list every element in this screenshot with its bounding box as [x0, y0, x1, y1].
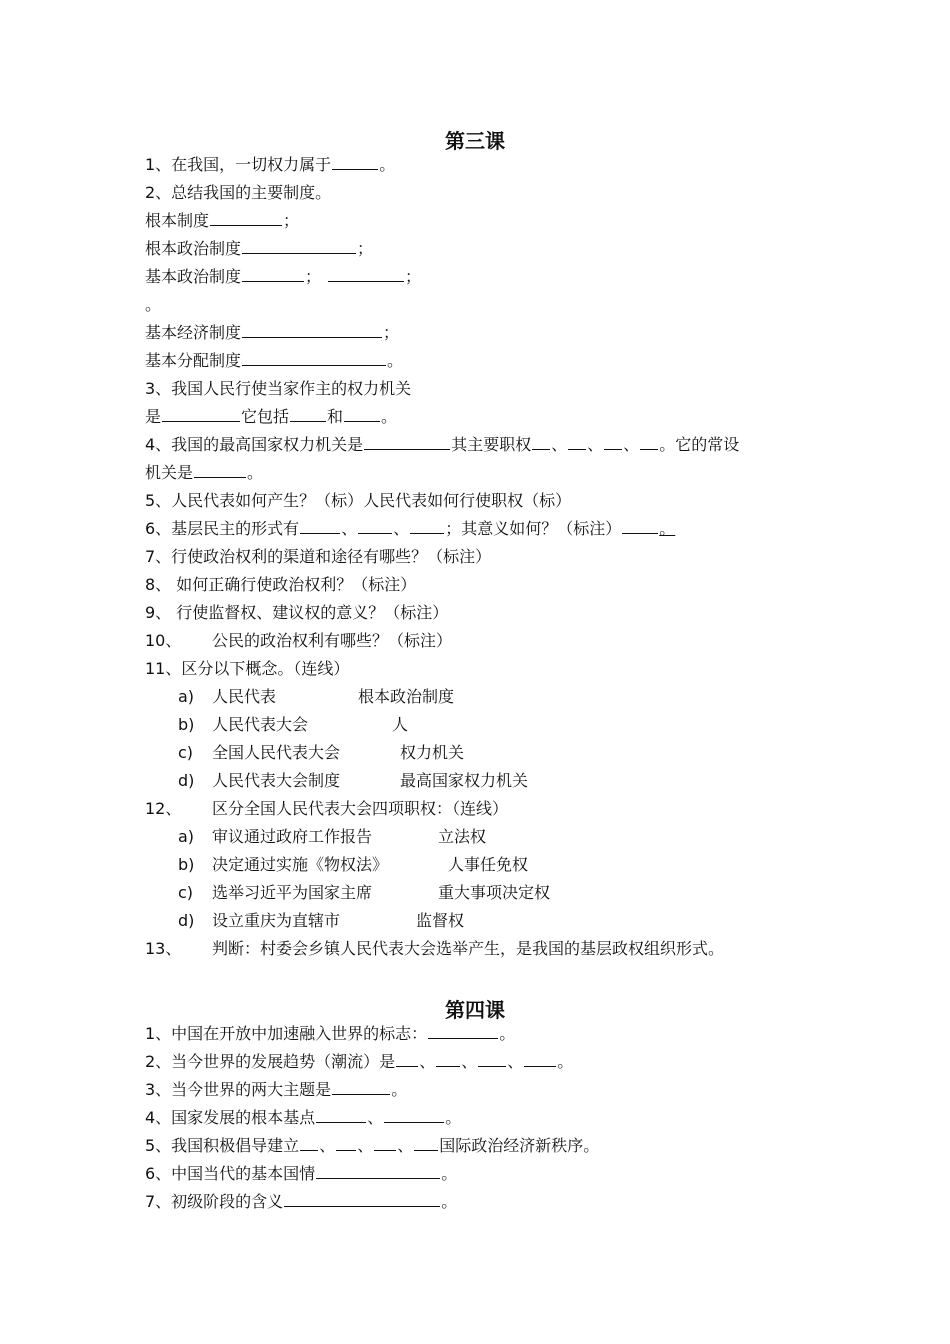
blank: [316, 1108, 366, 1123]
l3-q6: 6、基层民主的形式有 、 、 ；其意义如何？（标注） 。: [145, 519, 676, 538]
l3-q12-item: d) 设立重庆为直辖市 监督权: [178, 911, 465, 930]
l3-q3-line2: 是 它包括 和 。: [145, 407, 398, 426]
blank: [242, 267, 304, 282]
l3-q2-basicpol: 基本政治制度 ； ；: [145, 267, 422, 286]
l3-q11-item: c) 全国人民代表大会 权力机关: [178, 743, 465, 762]
l4-q1: 1、中国在开放中加速融入世界的标志： 。: [145, 1024, 516, 1043]
l3-q1: 1、在我国，一切权力属于 。: [145, 155, 396, 174]
blank: [162, 407, 240, 422]
blank: [336, 1136, 356, 1151]
l3-q4-line1: 4、我国的最高国家权力机关是 其主要职权 、 、 、 。它的常设: [145, 435, 740, 454]
blank: [640, 435, 658, 450]
blank: [436, 1052, 460, 1067]
l3-q11-item: b) 人民代表大会 人: [178, 715, 409, 734]
l3-q7: 7、行使政治权利的渠道和途径有哪些？（标注）: [145, 547, 492, 566]
blank: [328, 267, 404, 282]
l3-q12-item: a) 审议通过政府工作报告 立法权: [178, 827, 487, 846]
l4-q6: 6、中国当代的基本国情 。: [145, 1164, 458, 1183]
l3-q3-line1: 3、我国人民行使当家作主的权力机关: [145, 379, 412, 398]
l3-q5: 5、人民代表如何产生？（标）人民代表如何行使职权（标）: [145, 491, 572, 510]
blank: [414, 1136, 438, 1151]
l3-q2-dist: 基本分配制度 。: [145, 351, 404, 370]
l3-q2-dot: 。: [145, 295, 162, 314]
l3-q11-item: d) 人民代表大会制度 最高国家权力机关: [178, 771, 529, 790]
blank: [290, 407, 326, 422]
l3-q10: 10、 公民的政治权利有哪些？（标注）: [145, 631, 453, 650]
blank: [284, 1192, 440, 1207]
l3-q2-econ: 基本经济制度 ；: [145, 323, 400, 342]
l4-q4: 4、国家发展的根本基点 、 。: [145, 1108, 462, 1127]
blank: [300, 519, 340, 534]
blank: [374, 1136, 396, 1151]
blank: [332, 155, 378, 170]
blank: [194, 463, 246, 478]
l3-q8: 8、 如何正确行使政治权利？（标注）: [145, 575, 417, 594]
blank: [478, 1052, 506, 1067]
l3-q2: 2、总结我国的主要制度。: [145, 183, 332, 202]
lesson4-title: 第四课: [445, 998, 505, 1022]
l3-q2-rootpol: 根本政治制度 ；: [145, 239, 374, 258]
lesson3-title: 第三课: [445, 129, 505, 153]
blank: [568, 435, 586, 450]
l3-q9: 9、 行使监督权、建议权的意义？（标注）: [145, 603, 449, 622]
blank: [384, 1108, 444, 1123]
blank: [428, 1024, 498, 1039]
blank: [604, 435, 622, 450]
l4-q5: 5、我国积极倡导建立 、 、 、 国际政治经济新秩序。: [145, 1136, 600, 1155]
l4-q2: 2、当今世界的发展趋势（潮流）是 、 、 、 。: [145, 1052, 574, 1071]
blank: [396, 1052, 418, 1067]
blank: [532, 435, 550, 450]
blank: [316, 1164, 440, 1179]
l3-q11-item: a) 人民代表 根本政治制度: [178, 687, 455, 706]
l4-q7: 7、初级阶段的含义 。: [145, 1192, 458, 1211]
blank: [622, 519, 658, 534]
l3-q4-line2: 机关是 。: [145, 463, 264, 482]
l3-q13: 13、 判断：村委会乡镇人民代表大会选举产生，是我国的基层政权组织形式。: [145, 939, 725, 958]
blank: [358, 519, 392, 534]
l4-q3: 3、当今世界的两大主题是 。: [145, 1080, 408, 1099]
blank: [364, 435, 450, 450]
blank: [524, 1052, 556, 1067]
l3-q12-item: c) 选举习近平为国家主席 重大事项决定权: [178, 883, 551, 902]
l3-q12-title: 12、 区分全国人民代表大会四项职权：（连线）: [145, 799, 509, 818]
blank: [210, 211, 282, 226]
l3-q11-title: 11、区分以下概念。（连线）: [145, 659, 350, 678]
blank: [332, 1080, 390, 1095]
blank: [344, 407, 380, 422]
blank: [410, 519, 444, 534]
blank: [300, 1136, 318, 1151]
blank: [242, 351, 386, 366]
l3-q12-item: b) 决定通过实施《物权法》 人事任免权: [178, 855, 529, 874]
l3-q2-root: 根本制度 ；: [145, 211, 300, 230]
blank: [242, 239, 356, 254]
blank: [242, 323, 382, 338]
